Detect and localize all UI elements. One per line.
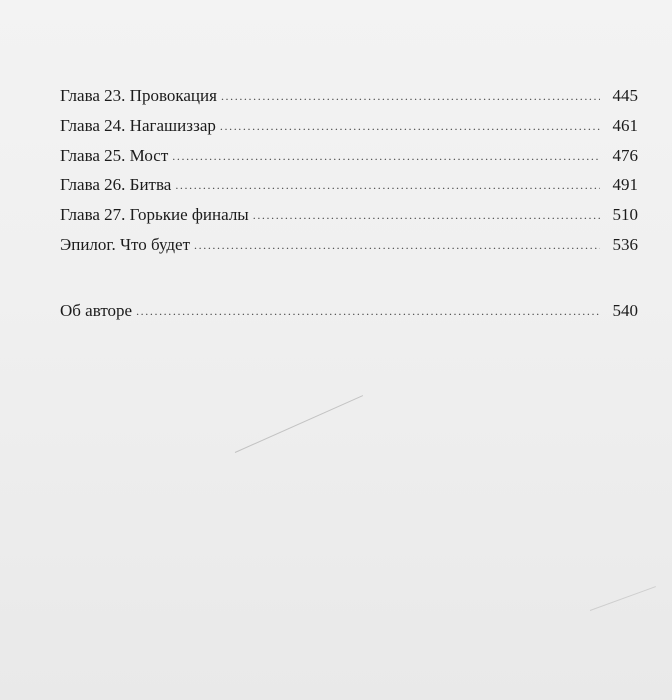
toc-entry-title: Глава 27. Горькие финалы — [60, 205, 249, 225]
toc-entry-page: 536 — [612, 234, 638, 254]
toc-dot-leader — [253, 208, 600, 223]
page-scratch-mark — [590, 586, 656, 611]
toc-entry-page: 461 — [612, 115, 638, 135]
toc-entry-page: 491 — [612, 175, 638, 195]
toc-entry-page: 476 — [612, 145, 638, 165]
page-scratch-mark — [235, 395, 363, 453]
toc-entry — [60, 235, 638, 265]
table-of-contents — [60, 86, 638, 331]
toc-entry-title: Глава 24. Нагашиззар — [60, 115, 216, 135]
toc-entry — [60, 86, 638, 116]
toc-dot-leader — [172, 149, 600, 164]
toc-entry-title: Глава 26. Битва — [60, 175, 172, 195]
toc-entry-title: Глава 23. Провокация — [60, 86, 217, 105]
toc-dot-leader — [175, 178, 600, 193]
toc-entry-title: Глава 25. Мост — [60, 145, 169, 165]
toc-dot-leader — [136, 304, 600, 319]
toc-entry-title: Эпилог. Что будет — [60, 234, 191, 254]
toc-entry — [60, 205, 638, 235]
toc-dot-leader — [194, 238, 600, 253]
toc-entry-page: 540 — [612, 300, 638, 320]
toc-entry-title: Об авторе — [60, 300, 133, 320]
toc-dot-leader — [220, 119, 600, 134]
toc-entry — [60, 146, 638, 176]
toc-entry — [60, 116, 638, 146]
toc-entry-page: 510 — [612, 205, 638, 225]
toc-entry-page: 445 — [612, 86, 638, 105]
toc-entry — [60, 175, 638, 205]
toc-entry-appendix — [60, 301, 638, 331]
toc-dot-leader — [221, 89, 600, 104]
